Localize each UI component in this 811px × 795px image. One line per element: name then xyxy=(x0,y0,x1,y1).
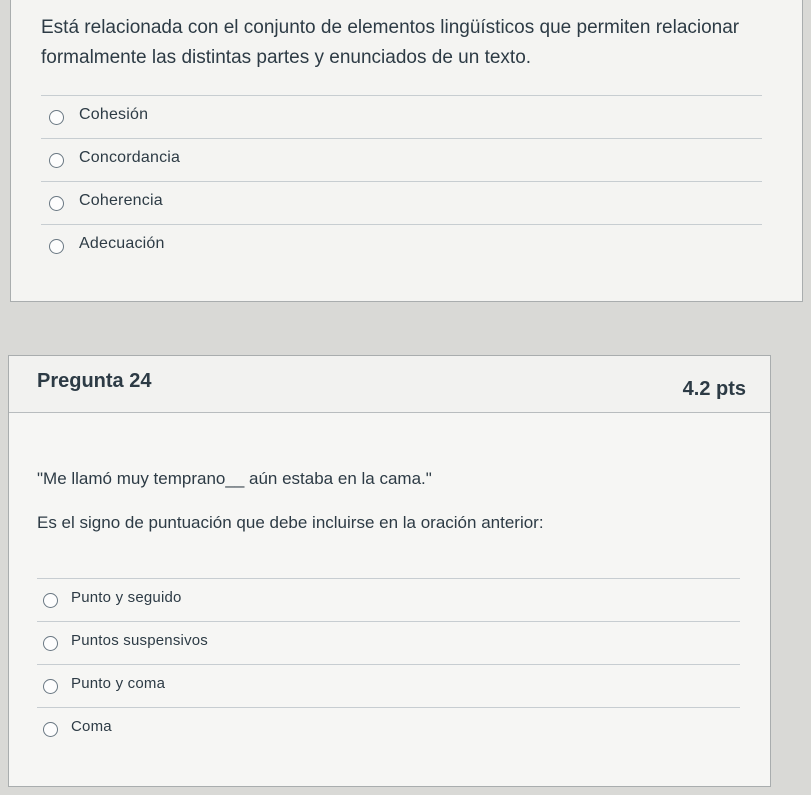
radio-button[interactable] xyxy=(49,239,64,254)
answer-label: Puntos suspensivos xyxy=(71,632,209,649)
answer-option[interactable] xyxy=(37,621,740,664)
radio-button[interactable] xyxy=(43,593,58,608)
answer-label: Punto y coma xyxy=(71,675,166,692)
answer-option[interactable] xyxy=(41,138,762,181)
question-sentence: "Me llamó muy temprano__ aún estaba en la cama." xyxy=(37,469,432,488)
answer-list xyxy=(37,578,740,750)
question-text: Está relacionada con el conjunto de elementos lingüísticos que permiten relacionar formalmente las distintas partes y enunciados de un texto. xyxy=(41,17,740,68)
question-card xyxy=(8,355,771,787)
radio-button[interactable] xyxy=(43,679,58,694)
answer-list xyxy=(41,95,762,267)
answer-label: Cohesión xyxy=(79,106,149,123)
answer-label: Concordancia xyxy=(79,149,181,166)
question-prompt: Es el signo de puntuación que debe incluirse en la oración anterior: xyxy=(37,513,544,532)
question-header xyxy=(9,356,770,413)
answer-option[interactable] xyxy=(37,707,740,750)
answer-option[interactable] xyxy=(41,95,762,138)
answer-label: Coma xyxy=(71,718,112,735)
answer-option[interactable] xyxy=(37,578,740,621)
radio-button[interactable] xyxy=(49,153,64,168)
question-points: 4.2 pts xyxy=(682,378,746,400)
answer-label: Adecuación xyxy=(79,235,165,252)
radio-button[interactable] xyxy=(43,636,58,651)
previous-question-card xyxy=(10,0,803,302)
answer-label: Punto y seguido xyxy=(71,589,182,606)
question-title: Pregunta 24 xyxy=(37,370,152,392)
radio-button[interactable] xyxy=(49,196,64,211)
answer-label: Coherencia xyxy=(79,192,163,209)
answer-option[interactable] xyxy=(37,664,740,707)
answer-option[interactable] xyxy=(41,224,762,267)
answer-option[interactable] xyxy=(41,181,762,224)
radio-button[interactable] xyxy=(49,110,64,125)
radio-button[interactable] xyxy=(43,722,58,737)
